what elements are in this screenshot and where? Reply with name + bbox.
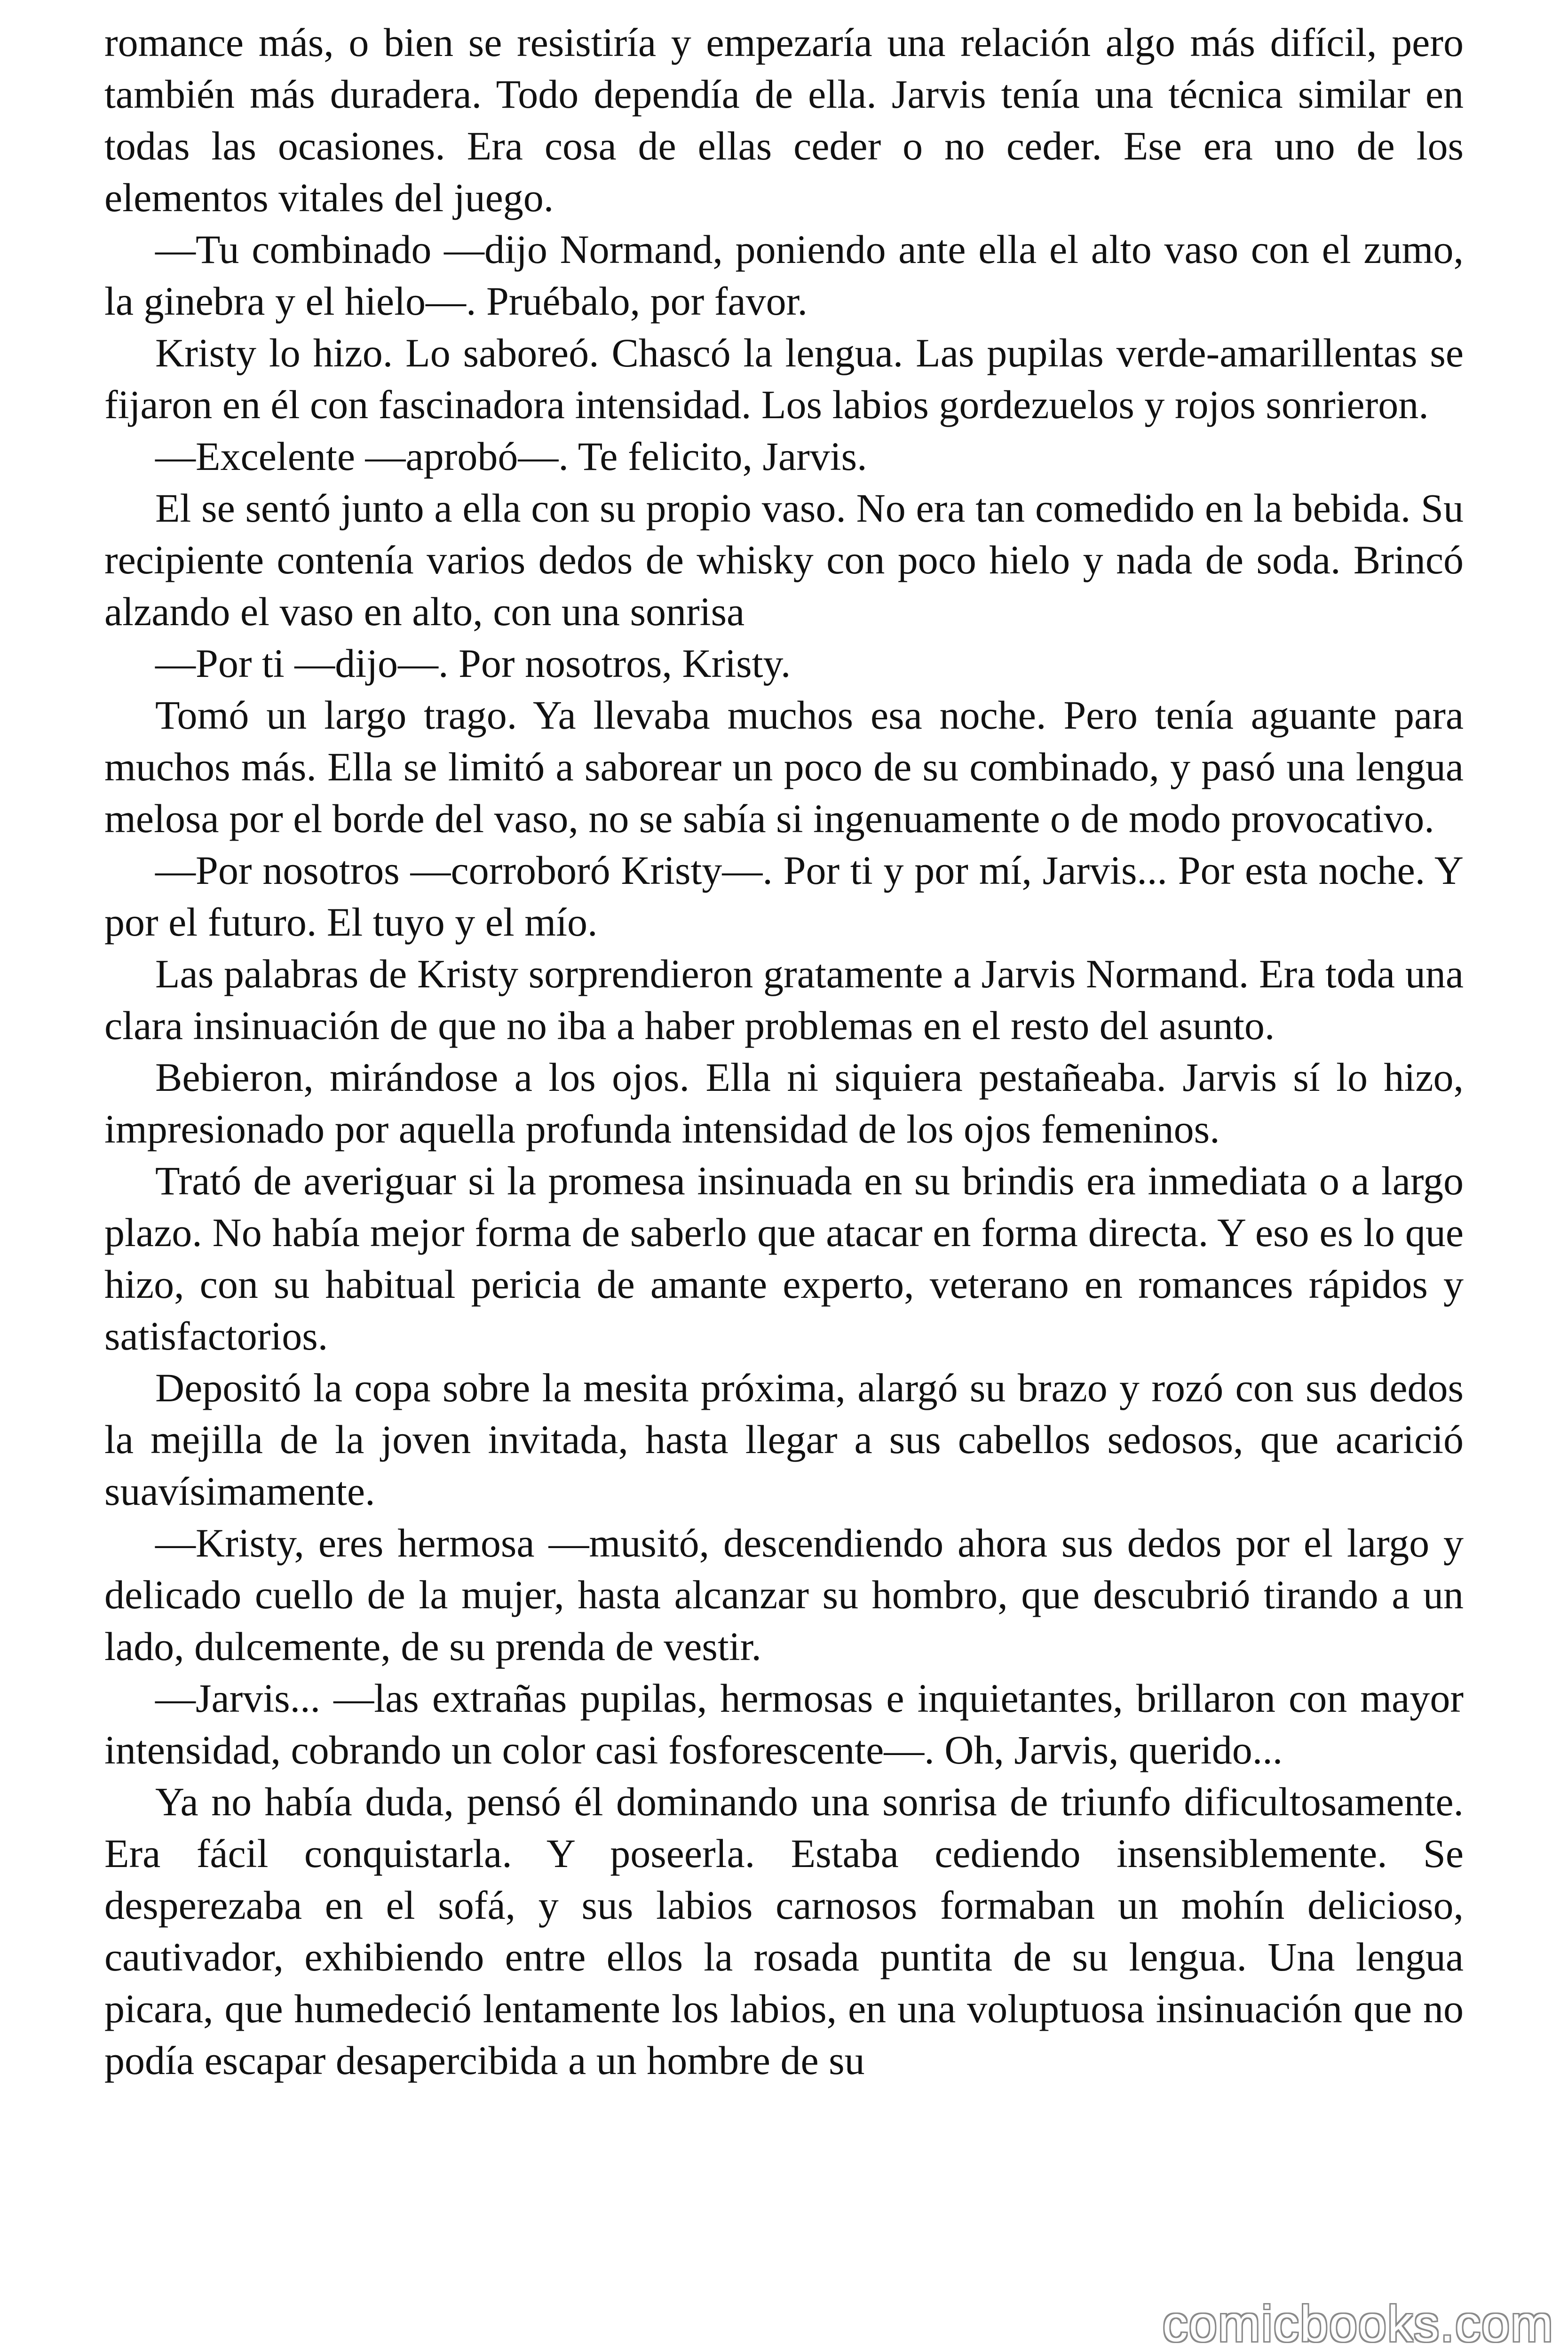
paragraph-6: —Por ti —dijo—. Por nosotros, Kristy. [155,641,791,686]
paragraph-2: —Tu combinado —dijo Normand, poniendo ante ella el alto vaso con el zumo, la ginebra y el hielo—. Pruébalo, por favor. [104,227,1464,324]
paragraph-11: Trató de averiguar si la promesa insinuada en su brindis era inmediata o a largo plazo. No había mejor forma de saberlo que atacar en forma directa. Y eso es lo que hizo, con su habitual pericia de amante experto, veterano en romances rápidos y satisfactorios. [104,1158,1464,1359]
paragraph-13: —Kristy, eres hermosa —musitó, descendiendo ahora sus dedos por el largo y delicado cuello de la mujer, hasta alcanzar su hombro, que descubrió tirando a un lado, dulcemente, de su prenda de vestir. [104,1520,1464,1669]
paragraph-14: —Jarvis... —las extrañas pupilas, hermosas e inquietantes, brillaron con mayor intensidad, cobrando un color casi fosforescente—. Oh, Jarvis, querido... [104,1676,1464,1772]
paragraph-1: romance más, o bien se resistiría y empezaría una relación algo más difícil, pero también más duradera. Todo dependía de ella. Jarvis tenía una técnica similar en todas las ocasiones. Era cosa de ellas ceder o no ceder. Ese era uno de los elementos vitales del juego. [104,20,1464,220]
book-page-text [104,16,1464,2086]
paragraph-4: —Excelente —aprobó—. Te felicito, Jarvis. [155,434,867,479]
paragraph-10: Bebieron, mirándose a los ojos. Ella ni siquiera pestañeaba. Jarvis sí lo hizo, impresionado por aquella profunda intensidad de los ojos femeninos. [104,1055,1464,1152]
paragraph-5: El se sentó junto a ella con su propio vaso. No era tan comedido en la bebida. Su recipiente contenía varios dedos de whisky con poco hielo y nada de soda. Brincó alzando el vaso en alto, con una sonrisa [104,485,1464,634]
watermark: comicbooks.com [1162,2295,1554,2352]
paragraph-8: —Por nosotros —corroboró Kristy—. Por ti y por mí, Jarvis... Por esta noche. Y por el futuro. El tuyo y el mío. [104,848,1464,945]
paragraph-15: Ya no había duda, pensó él dominando una sonrisa de triunfo dificultosamente. Era fácil conquistarla. Y poseerla. Estaba cediendo insensiblemente. Se desperezaba en el sofá, y sus labios carnosos formaban un mohín delicioso, cautivador, exhibiendo entre ellos la rosada puntita de su lengua. Una lengua picara, que humedeció lentamente los labios, en una voluptuosa insinuación que no podía escapar desapercibida a un hombre de su [104,1779,1464,2083]
paragraph-9: Las palabras de Kristy sorprendieron gratamente a Jarvis Normand. Era toda una clara insinuación de que no iba a haber problemas en el resto del asunto. [104,951,1464,1048]
paragraph-3: Kristy lo hizo. Lo saboreó. Chascó la lengua. Las pupilas verde-amarillentas se fijaron en él con fascinadora intensidad. Los labios gordezuelos y rojos sonrieron. [104,330,1464,427]
paragraph-7: Tomó un largo trago. Ya llevaba muchos esa noche. Pero tenía aguante para muchos más. Ella se limitó a saborear un poco de su combinado, y pasó una lengua melosa por el borde del vaso, no se sabía si ingenuamente o de modo provocativo. [104,692,1464,841]
paragraph-12: Depositó la copa sobre la mesita próxima, alargó su brazo y rozó con sus dedos la mejilla de la joven invitada, hasta llegar a sus cabellos sedosos, que acarició suavísimamente. [104,1365,1464,1514]
